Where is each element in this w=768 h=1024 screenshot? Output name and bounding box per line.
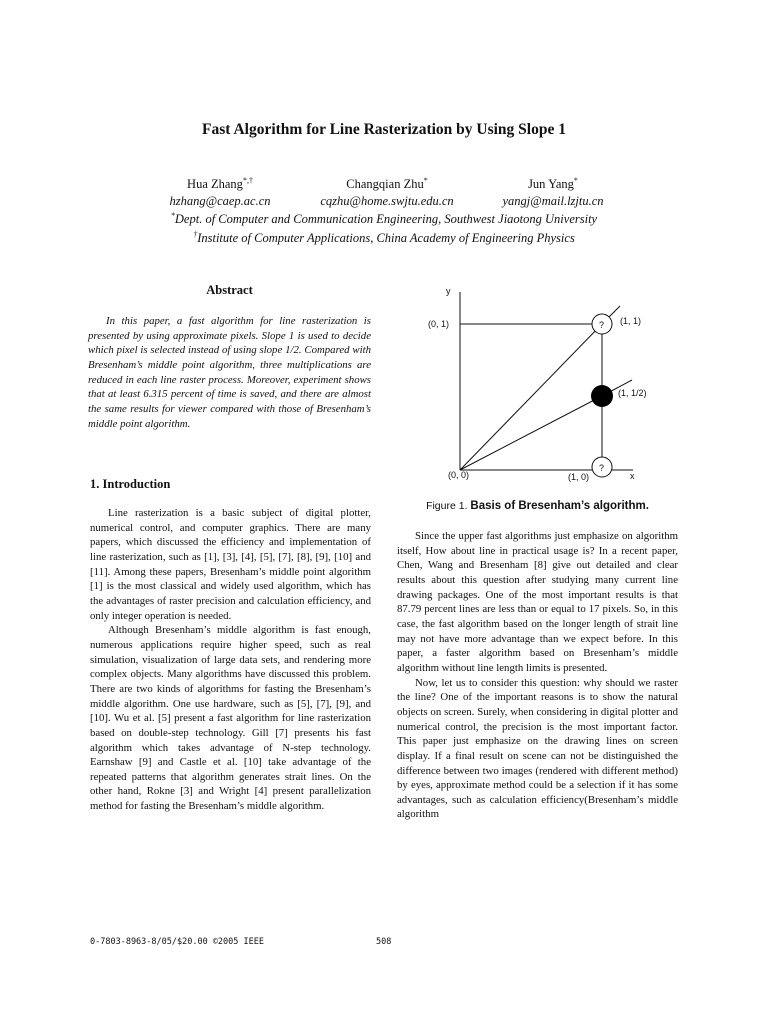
author-name: Jun Yang — [528, 177, 574, 191]
paragraph: Now, let us to consider this question: why should we raster the line? One of the important reasons is to show the natural objects on screen. Surely, when considering in digital plotter and numerical control, the precision is the most important factor. This paper just emphasize on the drawing lines on screen display. If a final result on scene can not be distinguished the difference between two images (rendered with different method) by eyes, approximate method could be a selection if it has some advantages, such as calculation efficiency(Bresenham’s middle algorithm — [397, 676, 678, 821]
affiliation-text: Institute of Computer Applications, China Academy of Engineering Physics — [197, 231, 575, 245]
author-email: yangj@mail.lzjtu.cn — [502, 194, 604, 208]
right-column-body — [397, 529, 678, 822]
affiliation-mark: * — [170, 210, 175, 220]
author-block-1 — [145, 177, 295, 209]
author-mark: *,† — [242, 175, 253, 185]
paragraph: Line rasterization is a basic subject of digital plotter, numerical control, and computer graphics. There are many papers, which discussed the efficiency and implementation of line rasterization, such as [1], [3], [4], [5], [7], [8], [9], [10] and [11]. Among these papers, Bresenham’s middle point algorithm [1] is the most classical and widely used algorithm, which has the advantages of raster precision and calculation efficiency, and only integer operation is needed. — [90, 507, 371, 622]
caption-text: Basis of Bresenham’s algorithm. — [470, 500, 649, 512]
paper-title: Fast Algorithm for Line Rasterization by Using Slope 1 — [202, 121, 566, 138]
label-bottom-right: (1, 0) — [568, 472, 590, 482]
affiliation-1 — [0, 212, 768, 227]
axis-y-label: y — [446, 286, 451, 296]
figure-bresenham-diagram — [410, 280, 680, 490]
page-number: 508 — [376, 937, 392, 947]
label-top-left: (0, 1) — [428, 319, 450, 329]
section-heading-introduction: 1. Introduction — [90, 477, 171, 491]
author-block-3 — [478, 177, 628, 209]
author-name: Changqian Zhu — [346, 177, 424, 191]
candidate-bottom-marker: ? — [599, 463, 605, 473]
affiliation-2 — [0, 231, 768, 246]
author-email: cqzhu@home.swjtu.edu.cn — [320, 194, 454, 208]
author-name: Hua Zhang — [187, 177, 243, 191]
abstract-heading: Abstract — [206, 283, 253, 297]
affiliation-mark: † — [193, 229, 198, 239]
author-block-2 — [302, 177, 472, 209]
affiliation-text: Dept. of Computer and Communication Engineering, Southwest Jiaotong University — [174, 212, 598, 226]
label-mid-right: (1, 1/2) — [618, 388, 647, 398]
label-origin: (0, 0) — [448, 470, 470, 480]
candidate-top-marker: ? — [599, 320, 605, 330]
midpoint-pixel — [591, 385, 613, 407]
author-mark: * — [573, 175, 578, 185]
abstract-body — [88, 314, 371, 431]
caption-prefix: Figure 1. — [426, 500, 468, 512]
figure-caption — [397, 500, 678, 512]
axis-x-label: x — [630, 471, 635, 481]
abstract-text: In this paper, a fast algorithm for line rasterization is presented by using approximate pixels. Slope 1 is used to decide which pixel is selected instead of using slope 1/2. Compared with Bresenham’s middle point algorithm, three multiplications are reduced in each line raster process. Moreover, experiment shows that at least 6.315 percent of time is saved, and there are almost the same results for viewer compared with those of Bresenham’s middle point algorithm. — [88, 315, 371, 430]
introduction-body — [90, 506, 371, 814]
paragraph: Since the upper fast algorithms just emphasize on algorithm itself, How about line in practical usage is? In a recent paper, Chen, Wang and Bresenham [8] give out detailed and clear results about this question after studying many current line drawing packages. One of the most important results is that 87.79 percent lines are less than or equal to 17 pixels. So, in this case, the fast algorithm based on the longer length of strait line may not have more advantage than we expect before. In this paper, a faster algorithm based on Bresenham’s middle algorithm without line length limits is presented. — [397, 530, 678, 674]
slope-half-line — [460, 396, 602, 470]
footer-copyright: 0-7803-8963-8/05/$20.00 ©2005 IEEE — [90, 937, 264, 947]
slope-1-line — [460, 324, 602, 470]
author-mark: * — [423, 175, 428, 185]
paragraph: Although Bresenham’s middle algorithm is fast enough, numerous applications require higher speed, such as real simulation, visualization of large data sets, and rendering more complex objects. Many algorithms have discussed this problem. There are two kinds of algorithms for fasting the Bresenham’s middle algorithm. One use hardware, such as [5], [7], [9], and [10]. Wu et al. [5] present a fast algorithm for line rasterization based on double-step technology. Gill [7] presents his fast algorithm which takes advantage of N-step technology. Earnshaw [9] and Castle et al. [10] take advantage of the repeated patterns that algorithm generates strait lines. On the other hand, Rokne [3] and Wright [4] present parallelization method for fasting the Bresenham’s middle algorithm. — [90, 624, 371, 813]
label-top-right: (1, 1) — [620, 316, 642, 326]
author-email: hzhang@caep.ac.cn — [169, 194, 271, 208]
